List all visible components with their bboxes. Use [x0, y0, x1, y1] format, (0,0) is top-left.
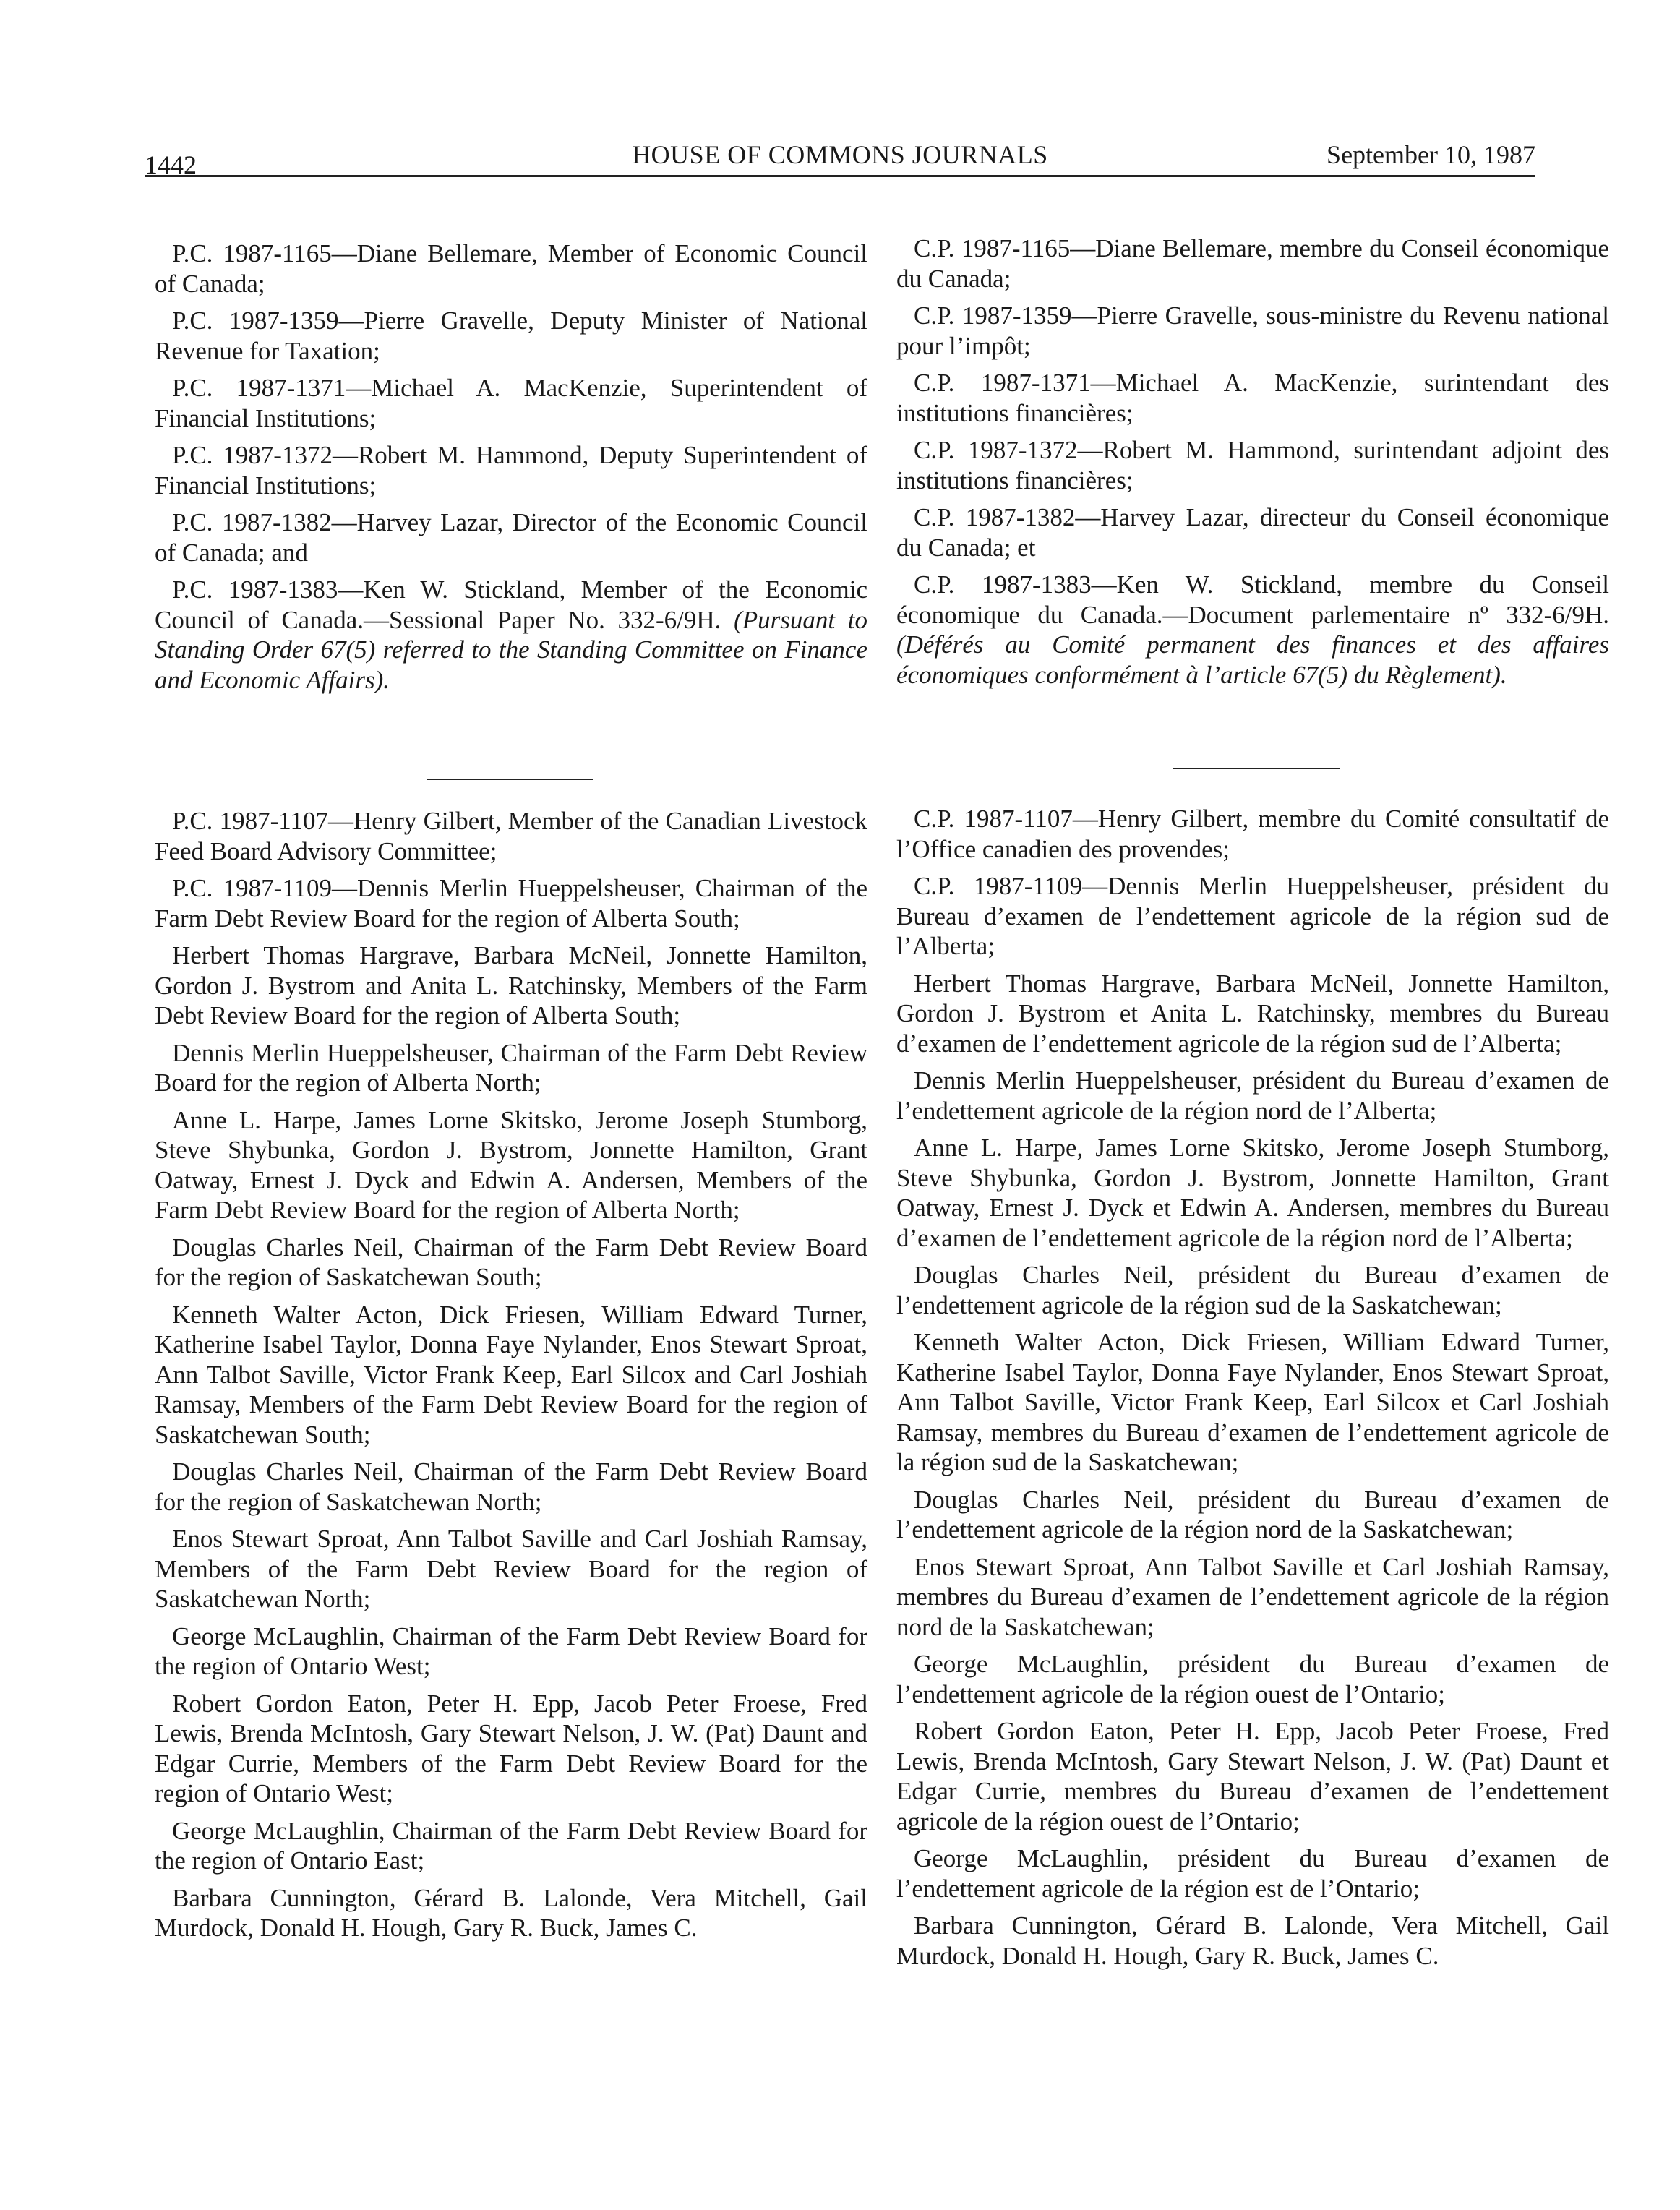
paragraph: Douglas Charles Neil, président du Bureau d’examen de l’endettement agricole de la région nord de la Saskatchewan;: [896, 1485, 1609, 1543]
english-section-1: [155, 239, 867, 702]
paragraph: Douglas Charles Neil, Chairman of the Farm Debt Review Board for the region of Saskatchewan North;: [155, 1457, 867, 1516]
paragraph: P.C. 1987-1371—Michael A. MacKenzie, Superintendent of Financial Institutions;: [155, 374, 867, 432]
paragraph-text: C.P. 1987-1383—Ken W. Stickland, membre du Conseil économique du Canada.—Document parlementaire nº 332-6/9H.: [896, 570, 1609, 629]
paragraph: C.P. 1987-1372—Robert M. Hammond, surintendant adjoint des institutions financières;: [896, 436, 1609, 494]
paragraph: Kenneth Walter Acton, Dick Friesen, William Edward Turner, Katherine Isabel Taylor, Donna Faye Nylander, Enos Stewart Sproat, Ann Talbot Saville, Victor Frank Keep, Earl Silcox and Carl Joshiah Ramsay, Members of the Farm Debt Review Board for the region of Saskatchewan South;: [155, 1300, 867, 1449]
paragraph: C.P. 1987-1109—Dennis Merlin Hueppelsheuser, président du Bureau d’examen de l’endettement agricole de la région sud de l’Alberta;: [896, 872, 1609, 960]
paragraph: George McLaughlin, président du Bureau d’examen de l’endettement agricole de la région ouest de l’Ontario;: [896, 1650, 1609, 1708]
paragraph: C.P. 1987-1371—Michael A. MacKenzie, surintendant des institutions financières;: [896, 369, 1609, 427]
paragraph: Douglas Charles Neil, Chairman of the Farm Debt Review Board for the region of Saskatchewan South;: [155, 1233, 867, 1291]
page-header: [145, 134, 1535, 177]
paragraph: P.C. 1987-1107—Henry Gilbert, Member of the Canadian Livestock Feed Board Advisory Committee;: [155, 807, 867, 865]
paragraph: C.P. 1987-1382—Harvey Lazar, directeur du Conseil économique du Canada; et: [896, 503, 1609, 562]
page-number: 1442: [145, 150, 197, 179]
paragraph: Anne L. Harpe, James Lorne Skitsko, Jerome Joseph Stumborg, Steve Shybunka, Gordon J. Bystrom, Jonnette Hamilton, Grant Oatway, Ernest J. Dyck and Edwin A. Andersen, Members of the Farm Debt Review Board for the region of Alberta North;: [155, 1105, 867, 1224]
paragraph: Douglas Charles Neil, président du Bureau d’examen de l’endettement agricole de la région sud de la Saskatchewan;: [896, 1261, 1609, 1319]
paragraph-with-referral: [155, 575, 867, 695]
paragraph: Robert Gordon Eaton, Peter H. Epp, Jacob Peter Froese, Fred Lewis, Brenda McIntosh, Gary Stewart Nelson, J. W. (Pat) Daunt et Edgar Currie, membres du Bureau d’examen de l’endettement agricole de la région ouest de l’Ontario;: [896, 1717, 1609, 1836]
referral-note: (Déférés au Comité permanent des finances et des affaires économiques conformément à l’article 67(5) du Règlement).: [896, 630, 1609, 689]
paragraph-text: P.C. 1987-1383—Ken W. Stickland, Member of the Economic Council of Canada.—Sessional Paper No. 332-6/9H.: [155, 575, 867, 634]
paragraph: C.P. 1987-1359—Pierre Gravelle, sous-ministre du Revenu national pour l’impôt;: [896, 301, 1609, 360]
paragraph: C.P. 1987-1165—Diane Bellemare, membre du Conseil économique du Canada;: [896, 234, 1609, 293]
paragraph: C.P. 1987-1107—Henry Gilbert, membre du Comité consultatif de l’Office canadien des provendes;: [896, 805, 1609, 863]
paragraph: P.C. 1987-1382—Harvey Lazar, Director of the Economic Council of Canada; and: [155, 508, 867, 567]
section-divider-right: [1173, 768, 1340, 769]
paragraph: Barbara Cunnington, Gérard B. Lalonde, Vera Mitchell, Gail Murdock, Donald H. Hough, Gary R. Buck, James C.: [155, 1883, 867, 1942]
paragraph: P.C. 1987-1109—Dennis Merlin Hueppelsheuser, Chairman of the Farm Debt Review Board for the region of Alberta South;: [155, 874, 867, 933]
referral-note: (Pursuant to Standing Order 67(5) referred to the Standing Committee on Finance and Economic Affairs).: [155, 605, 868, 694]
paragraph: Kenneth Walter Acton, Dick Friesen, William Edward Turner, Katherine Isabel Taylor, Donna Faye Nylander, Enos Stewart Sproat, Ann Talbot Saville, Victor Frank Keep, Earl Silcox et Carl Joshiah Ramsay, membres du Bureau d’examen de l’endettement agricole de la région sud de la Saskatchewan;: [896, 1328, 1609, 1476]
section-divider-left: [427, 779, 593, 780]
paragraph: Dennis Merlin Hueppelsheuser, président du Bureau d’examen de l’endettement agricole de la région nord de l’Alberta;: [896, 1066, 1609, 1125]
paragraph-with-referral: [896, 570, 1609, 690]
paragraph: Dennis Merlin Hueppelsheuser, Chairman of the Farm Debt Review Board for the region of Alberta North;: [155, 1038, 867, 1097]
english-section-2: [155, 806, 867, 1950]
journal-title: HOUSE OF COMMONS JOURNALS: [632, 140, 1048, 169]
french-section-1: [896, 234, 1609, 697]
paragraph: George McLaughlin, Chairman of the Farm Debt Review Board for the region of Ontario West;: [155, 1622, 867, 1680]
paragraph: P.C. 1987-1359—Pierre Gravelle, Deputy Minister of National Revenue for Taxation;: [155, 307, 867, 365]
paragraph: Enos Stewart Sproat, Ann Talbot Saville and Carl Joshiah Ramsay, Members of the Farm Debt Review Board for the region of Saskatchewan North;: [155, 1525, 867, 1613]
paragraph: Herbert Thomas Hargrave, Barbara McNeil, Jonnette Hamilton, Gordon J. Bystrom and Anita L. Ratchinsky, Members of the Farm Debt Review Board for the region of Alberta South;: [155, 941, 867, 1029]
paragraph: Herbert Thomas Hargrave, Barbara McNeil, Jonnette Hamilton, Gordon J. Bystrom et Anita L. Ratchinsky, membres du Bureau d’examen de l’endettement agricole de la région sud de l’Alberta;: [896, 969, 1609, 1058]
paragraph: P.C. 1987-1165—Diane Bellemare, Member of Economic Council of Canada;: [155, 239, 867, 298]
header-date: September 10, 1987: [1327, 140, 1535, 169]
paragraph: Enos Stewart Sproat, Ann Talbot Saville et Carl Joshiah Ramsay, membres du Bureau d’examen de l’endettement agricole de la région nord de la Saskatchewan;: [896, 1552, 1609, 1641]
paragraph: George McLaughlin, Chairman of the Farm Debt Review Board for the region of Ontario East;: [155, 1816, 867, 1875]
paragraph: P.C. 1987-1372—Robert M. Hammond, Deputy Superintendent of Financial Institutions;: [155, 441, 867, 500]
paragraph: Anne L. Harpe, James Lorne Skitsko, Jerome Joseph Stumborg, Steve Shybunka, Gordon J. Bystrom, Jonnette Hamilton, Grant Oatway, Ernest J. Dyck et Edwin A. Andersen, membres du Bureau d’examen de l’endettement agricole de la région nord de l’Alberta;: [896, 1134, 1609, 1252]
french-section-2: [896, 804, 1609, 1978]
paragraph: George McLaughlin, président du Bureau d’examen de l’endettement agricole de la région est de l’Ontario;: [896, 1844, 1609, 1903]
paragraph: Barbara Cunnington, Gérard B. Lalonde, Vera Mitchell, Gail Murdock, Donald H. Hough, Gary R. Buck, James C.: [896, 1911, 1609, 1970]
paragraph: Robert Gordon Eaton, Peter H. Epp, Jacob Peter Froese, Fred Lewis, Brenda McIntosh, Gary Stewart Nelson, J. W. (Pat) Daunt and Edgar Currie, Members of the Farm Debt Review Board for the region of Ontario West;: [155, 1689, 867, 1807]
